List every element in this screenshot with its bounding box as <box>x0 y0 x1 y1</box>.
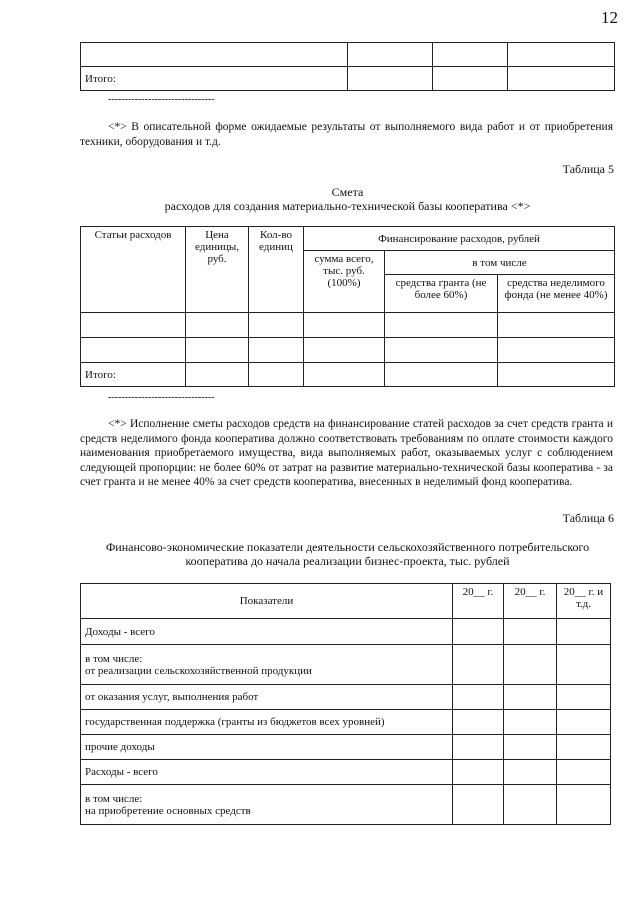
table-cell <box>186 313 249 338</box>
header-price: Цена единицы, руб. <box>186 227 249 313</box>
table6-indicators <box>80 583 611 825</box>
table-cell <box>557 785 611 825</box>
table-cell <box>557 685 611 710</box>
table6-label: Таблица 6 <box>562 511 614 525</box>
table-cell <box>498 363 615 387</box>
continuation-table <box>80 42 615 91</box>
header-fund: средства неделимого фонда (не менее 40%) <box>498 275 615 313</box>
table-cell <box>504 710 557 735</box>
table-cell <box>249 313 304 338</box>
table-cell <box>81 338 186 363</box>
table-cell <box>433 67 508 91</box>
table-cell <box>304 338 385 363</box>
table5-label: Таблица 5 <box>562 162 614 176</box>
header-including: в том числе <box>385 251 615 275</box>
indicator-label: Доходы - всего <box>81 619 453 645</box>
footnote-2: <*> Исполнение сметы расходов средств на финансирование статей расходов за счет средств гранта и средств неделимого фонда кооператива должно соответствовать требованиям по оплате стоимости каждого наименования приобретаемого имущества, вида выполняемых работ, оказываемых услуг с соблюдением следующей пропорции: не более 60% от затрат на развитие материально-технической базы кооператива - за счет гранта и не менее 40% за счет средств кооператива, внесенных в неделимый фонд кооператива. <box>80 418 613 488</box>
table5-budget <box>80 226 615 387</box>
table-cell <box>504 785 557 825</box>
table-cell <box>385 363 498 387</box>
table-cell <box>186 338 249 363</box>
table5-total-label: Итого: <box>81 363 186 387</box>
table-cell <box>453 735 504 760</box>
separator-line: -------------------------------- <box>108 94 215 105</box>
table-cell <box>453 645 504 685</box>
table-cell <box>504 685 557 710</box>
header-total-sum: сумма всего, тыс. руб. (100%) <box>304 251 385 313</box>
table-cell <box>557 619 611 645</box>
table-cell <box>557 735 611 760</box>
table-cell <box>348 67 433 91</box>
table-cell <box>453 710 504 735</box>
header-year2: 20__ г. <box>504 584 557 619</box>
table5-title-line1: Смета <box>331 185 364 199</box>
header-items: Статьи расходов <box>81 227 186 313</box>
table-cell <box>453 685 504 710</box>
table6-title-line2: кооператива до начала реализации бизнес-проекта, тыс. рублей <box>185 554 510 568</box>
table-cell <box>385 338 498 363</box>
page-number: 12 <box>601 8 618 27</box>
separator-line: -------------------------------- <box>108 392 215 403</box>
table-cell <box>453 760 504 785</box>
table-cell <box>81 313 186 338</box>
table-cell <box>385 313 498 338</box>
indicator-label: Расходы - всего <box>81 760 453 785</box>
table-cell <box>304 313 385 338</box>
table-cell <box>348 43 433 67</box>
table-cell <box>186 363 249 387</box>
header-financing: Финансирование расходов, рублей <box>304 227 615 251</box>
table-cell <box>557 645 611 685</box>
table5-title-line2: расходов для создания материально-технической базы кооператива <*> <box>164 199 531 213</box>
table-cell <box>498 338 615 363</box>
indicator-label: от оказания услуг, выполнения работ <box>81 685 453 710</box>
table-cell <box>453 785 504 825</box>
table-cell <box>504 645 557 685</box>
table-cell <box>557 760 611 785</box>
table-cell <box>81 43 348 67</box>
indicator-label: государственная поддержка (гранты из бюджетов всех уровней) <box>81 710 453 735</box>
indicator-label: в том числе: от реализации сельскохозяйственной продукции <box>81 645 453 685</box>
table-cell <box>304 363 385 387</box>
header-year3: 20__ г. и т.д. <box>557 584 611 619</box>
indicator-label: прочие доходы <box>81 735 453 760</box>
table-cell <box>498 313 615 338</box>
total-label: Итого: <box>81 67 348 91</box>
table-cell <box>433 43 508 67</box>
header-year1: 20__ г. <box>453 584 504 619</box>
table6-title-line1: Финансово-экономические показатели деятельности сельскохозяйственного потребительского <box>105 540 590 554</box>
table-cell <box>504 760 557 785</box>
table-cell <box>508 43 615 67</box>
table-cell <box>504 619 557 645</box>
table-cell <box>504 735 557 760</box>
table-cell <box>453 619 504 645</box>
header-grant: средства гранта (не более 60%) <box>385 275 498 313</box>
table-cell <box>557 710 611 735</box>
indicator-label: в том числе: на приобретение основных средств <box>81 785 453 825</box>
header-qty: Кол-во единиц <box>249 227 304 313</box>
header-indicators: Показатели <box>81 584 453 619</box>
table-cell <box>249 363 304 387</box>
table-cell <box>508 67 615 91</box>
table-cell <box>249 338 304 363</box>
footnote-1: <*> В описательной форме ожидаемые результаты от выполняемого вида работ и от приобретения техники, оборудования и т.д. <box>80 121 613 148</box>
